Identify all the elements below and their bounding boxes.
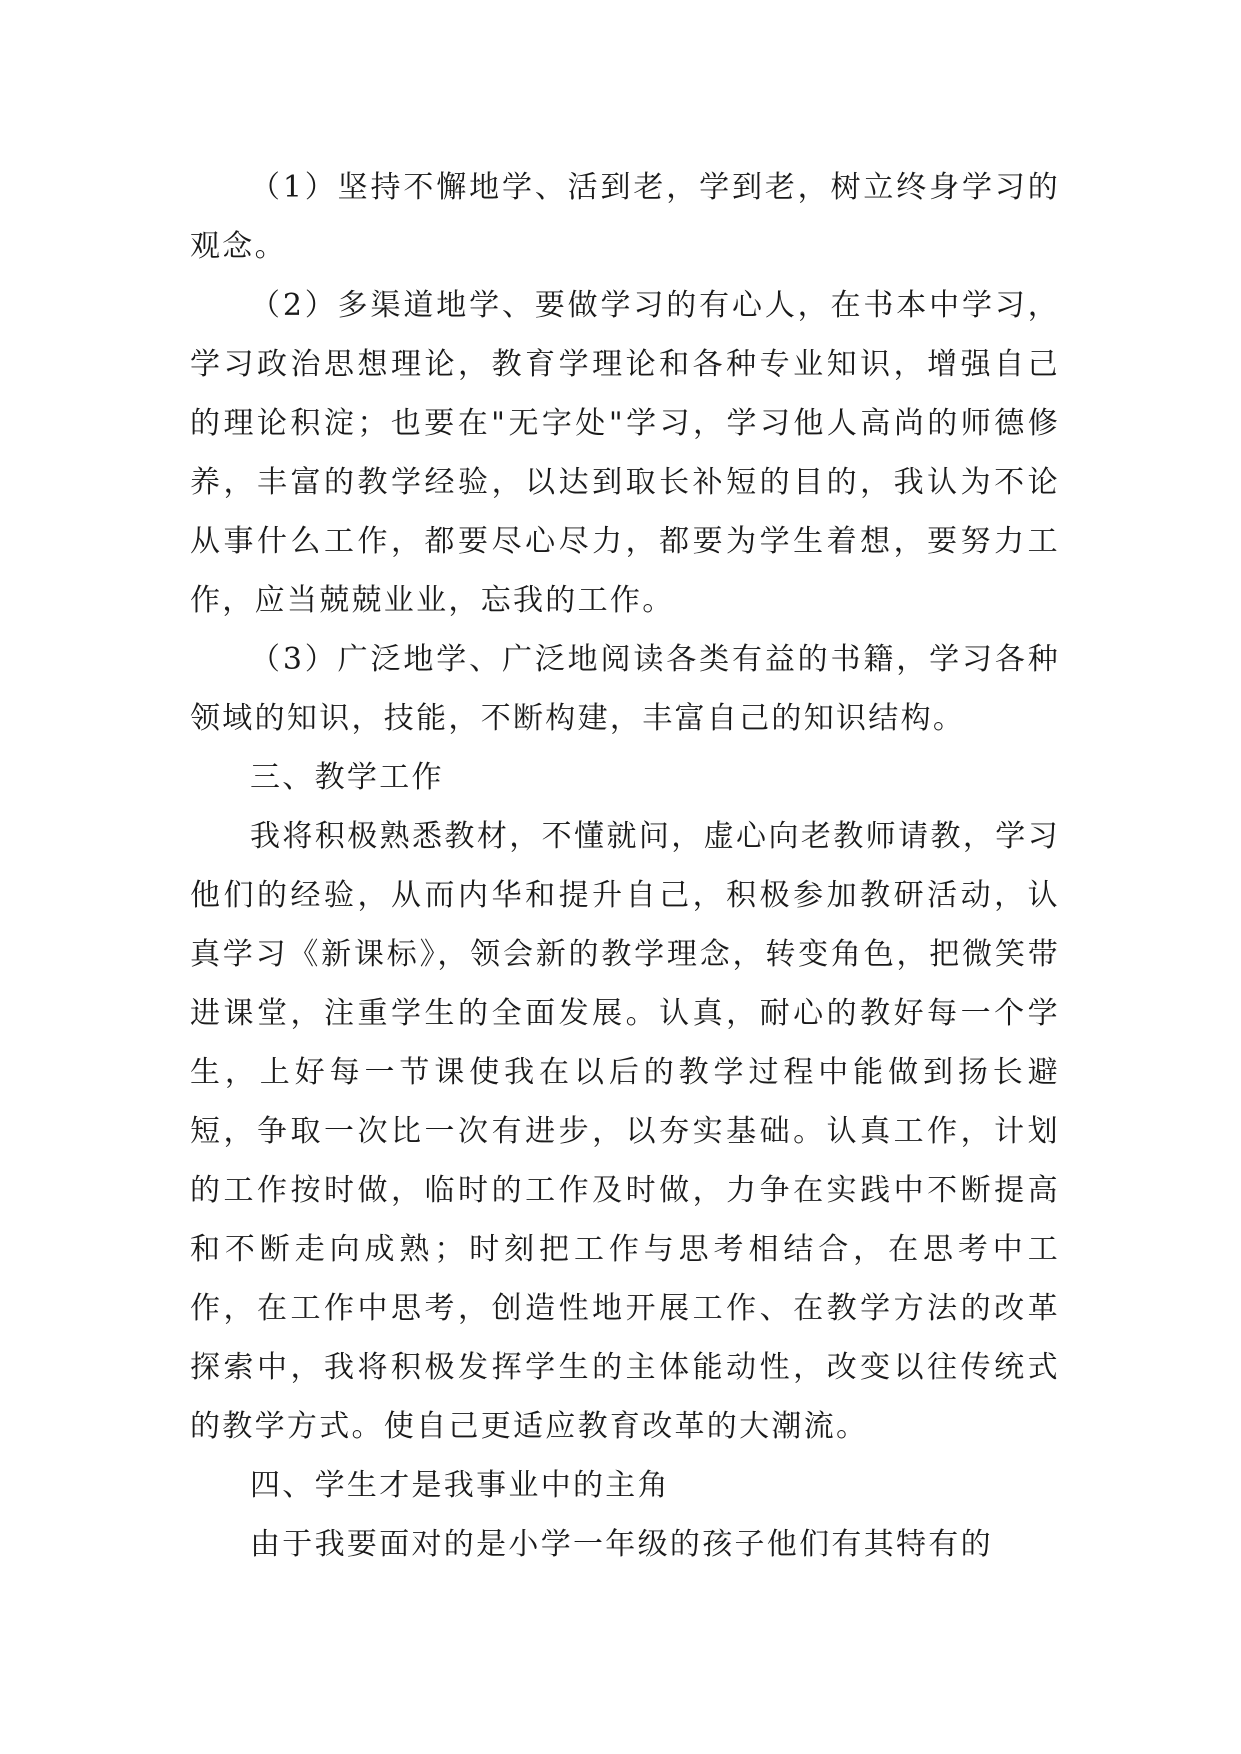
paragraph-multi-channel-learning: （2）多渠道地学、要做学习的有心人，在书本中学习，学习政治思想理论，教育学理论和各种专业知识，增强自己的理论积淀；也要在"无字处"学习，学习他人高尚的师德修养，丰富的教学经验，以达到取长补短的目的，我认为不论从事什么工作，都要尽心尽力，都要为学生着想，要努力工作，应当兢兢业业，忘我的工作。 xyxy=(190,288,1060,618)
paragraph-first-grade-children: 由于我要面对的是小学一年级的孩子他们有其特有的 xyxy=(250,1527,993,1562)
paragraph-lifelong-learning: （1）坚持不懈地学、活到老，学到老，树立终身学习的观念。 xyxy=(190,170,1060,264)
section-heading-students-main-role: 四、学生才是我事业中的主角 xyxy=(250,1468,670,1503)
document-body xyxy=(190,158,1060,1574)
section-heading-teaching-work: 三、教学工作 xyxy=(250,760,444,795)
paragraph-teaching-work: 我将积极熟悉教材，不懂就问，虚心向老教师请教，学习他们的经验，从而内华和提升自己，积极参加教研活动，认真学习《新课标》，领会新的教学理念，转变角色，把微笑带进课堂，注重学生的全面发展。认真，耐心的教好每一个学生，上好每一节课使我在以后的教学过程中能做到扬长避短，争取一次比一次有进步，以夯实基础。认真工作，计划的工作按时做，临时的工作及时做，力争在实践中不断提高和不断走向成熟；时刻把工作与思考相结合，在思考中工作，在工作中思考，创造性地开展工作、在教学方法的改革探索中，我将积极发挥学生的主体能动性，改变以往传统式的教学方式。使自己更适应教育改革的大潮流。 xyxy=(190,819,1060,1444)
paragraph-broad-reading: （3）广泛地学、广泛地阅读各类有益的书籍，学习各种领域的知识，技能，不断构建，丰富自己的知识结构。 xyxy=(190,642,1060,736)
